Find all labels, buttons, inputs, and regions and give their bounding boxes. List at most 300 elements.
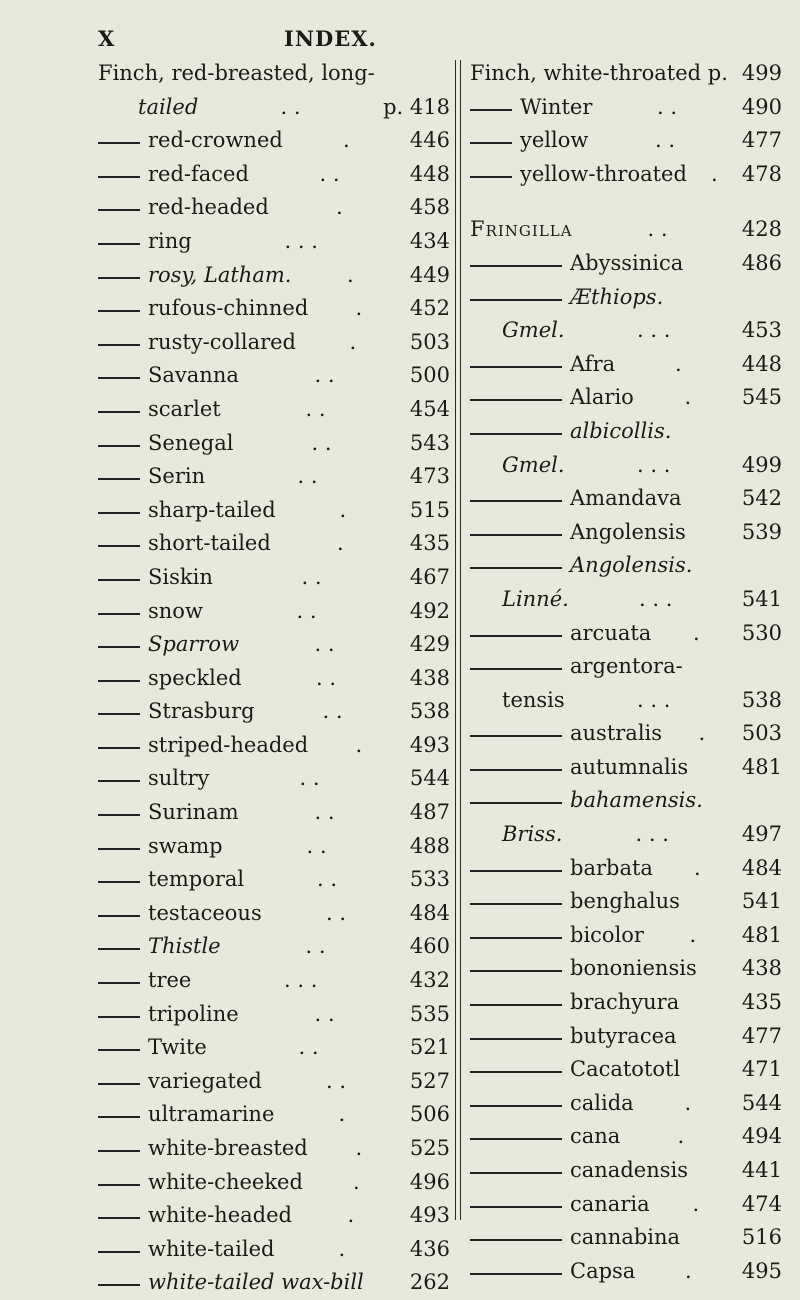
entry-term: brachyura	[570, 990, 680, 1015]
leader-dots: . .	[322, 699, 343, 724]
leader-dots: .	[353, 1169, 360, 1194]
index-entry	[470, 1087, 782, 1121]
entry-term: Twite	[148, 1035, 207, 1060]
entry-term: Strasburg	[148, 699, 255, 724]
ditto-dash	[470, 769, 562, 771]
ditto-dash	[470, 534, 562, 536]
page-number: 530	[741, 620, 782, 645]
ditto-dash	[98, 277, 140, 279]
entry-term: sultry	[148, 766, 210, 791]
index-entry	[98, 427, 450, 461]
ditto-dash	[470, 903, 562, 905]
ditto-dash	[470, 500, 562, 502]
entry-term: striped-headed	[148, 732, 309, 757]
page-number: 503	[741, 721, 782, 746]
page-number: 474	[741, 1191, 782, 1216]
entry-term: tripoline	[148, 1001, 239, 1026]
entry-term: red-crowned	[148, 128, 283, 153]
leader-dots: . . .	[284, 228, 318, 253]
ditto-dash	[98, 780, 140, 782]
entry-term: canadensis	[570, 1158, 688, 1182]
entry-term: testaceous	[148, 900, 262, 925]
ditto-dash	[98, 814, 140, 816]
ditto-dash	[470, 1273, 562, 1275]
entry-term: sharp-tailed	[148, 497, 276, 522]
ditto-dash	[470, 567, 562, 569]
page-number: 500	[409, 363, 450, 388]
entry-term: yellow-throated	[520, 161, 687, 186]
page-number: 541	[741, 586, 782, 611]
page-number: 428	[741, 217, 782, 242]
entry-term: Briss.	[502, 822, 563, 847]
page-number: 486	[741, 250, 782, 275]
leader-dots: . .	[280, 94, 301, 119]
page-title: INDEX.	[284, 26, 377, 51]
ditto-dash	[470, 1038, 562, 1040]
entry-term: arcuata	[570, 620, 652, 645]
page-number: 506	[409, 1102, 450, 1127]
page-number: 438	[741, 956, 782, 981]
index-entry	[98, 1199, 450, 1233]
entry-term: Angolensis	[570, 519, 686, 544]
entry-term: Surinam	[148, 800, 239, 825]
page-number: 545	[741, 385, 782, 410]
ditto-dash	[98, 613, 140, 615]
leader-dots: . .	[306, 833, 327, 858]
leader-dots: .	[338, 1102, 346, 1127]
page-number: 460	[409, 934, 450, 959]
entry-term: Afra	[570, 351, 616, 376]
page-number: 436	[409, 1236, 450, 1261]
leader-dots: . .	[314, 363, 335, 388]
page-number: 441	[741, 1158, 782, 1182]
ditto-dash	[98, 646, 140, 648]
leader-dots: . .	[655, 128, 676, 153]
entry-term: argentora-	[570, 654, 683, 679]
entry-term: bahamensis.	[570, 788, 703, 813]
index-entry	[98, 964, 450, 998]
ditto-dash	[98, 982, 140, 984]
ditto-dash	[98, 1016, 140, 1018]
leader-dots: . . .	[284, 968, 318, 993]
entry-term: tensis	[502, 687, 565, 712]
entry-term: australis	[570, 721, 663, 746]
ditto-dash	[470, 1172, 562, 1174]
index-entry	[470, 449, 782, 483]
index-entry	[98, 359, 450, 393]
leader-dots: .	[343, 128, 350, 153]
entry-term: tree	[148, 968, 192, 993]
ditto-dash	[470, 109, 512, 111]
index-entry	[98, 897, 450, 931]
entry-term: rufous-chinned	[148, 296, 309, 321]
index-entry	[98, 393, 450, 427]
ditto-dash	[470, 1138, 562, 1140]
ditto-dash	[98, 512, 140, 514]
leader-dots: . .	[317, 867, 338, 892]
page-number: 478	[741, 161, 782, 186]
leader-dots: . .	[305, 396, 326, 421]
index-entry	[470, 684, 782, 718]
entry-term: white-tailed wax-bill	[148, 1270, 364, 1295]
ditto-dash	[98, 747, 140, 749]
entry-term: barbata	[570, 855, 653, 880]
ditto-dash	[98, 948, 140, 950]
leader-dots: . .	[314, 632, 335, 657]
ditto-dash	[98, 478, 140, 480]
page-number: p. 418	[383, 94, 450, 119]
page-number: 453	[741, 318, 782, 343]
leader-dots: .	[355, 732, 363, 757]
leader-dots: .	[685, 1258, 692, 1283]
entry-term: short-tailed	[148, 531, 271, 556]
page-number: 481	[741, 754, 782, 779]
ditto-dash	[470, 265, 562, 267]
page-number: 503	[409, 329, 450, 354]
ditto-dash	[98, 176, 140, 178]
leader-dots: .	[337, 531, 344, 556]
leader-dots: . . .	[637, 452, 671, 477]
index-entry	[470, 415, 782, 449]
page-number: 539	[741, 519, 782, 544]
entry-term: cana	[570, 1124, 621, 1149]
index-entry	[98, 1031, 450, 1065]
page-number: 542	[741, 486, 782, 511]
entry-term: Gmel.	[502, 318, 565, 343]
page-number: 452	[409, 296, 450, 321]
leader-dots: .	[339, 497, 347, 522]
index-entry	[98, 595, 450, 629]
ditto-dash	[98, 579, 140, 581]
entry-term: ultramarine	[148, 1102, 275, 1127]
entry-term: butyracea	[570, 1023, 677, 1048]
page-number: 473	[409, 464, 450, 489]
page-number: 477	[741, 1023, 782, 1048]
index-entry	[98, 1266, 450, 1300]
entry-term: Serin	[148, 464, 206, 489]
entry-term: benghalus	[570, 889, 680, 914]
page-number: 432	[409, 968, 450, 993]
ditto-dash	[98, 209, 140, 211]
entry-term: Alario	[570, 385, 634, 410]
entry-term: red-headed	[148, 195, 269, 220]
ditto-dash	[98, 310, 140, 312]
entry-term: rosy, Latham.	[148, 262, 292, 287]
section-gap	[470, 191, 782, 213]
ditto-dash	[98, 344, 140, 346]
index-entry	[470, 124, 782, 158]
entry-term: scarlet	[148, 396, 221, 421]
page-number: 499	[741, 61, 782, 85]
leader-dots: . .	[314, 1001, 335, 1026]
ditto-dash	[470, 635, 562, 637]
index-entry	[98, 762, 450, 796]
ditto-dash	[98, 848, 140, 850]
ditto-dash	[470, 1206, 562, 1208]
index-entry	[470, 650, 782, 684]
page-number: 448	[741, 351, 782, 376]
page-header	[0, 26, 800, 56]
entry-term: calida	[570, 1090, 634, 1115]
leader-dots: . .	[316, 665, 337, 690]
entry-term: ring	[148, 228, 192, 253]
leader-dots: . .	[326, 900, 347, 925]
entry-term: yellow	[520, 128, 589, 153]
page-number: 458	[409, 195, 450, 220]
page-number: 262	[409, 1270, 450, 1295]
leader-dots: . .	[297, 464, 318, 489]
ditto-dash	[98, 142, 140, 144]
leader-dots: . .	[305, 934, 326, 959]
index-entry	[98, 1098, 450, 1132]
index-entry	[470, 247, 782, 281]
entry-term: temporal	[148, 867, 245, 892]
index-entry	[470, 1154, 782, 1188]
ditto-dash	[98, 1251, 140, 1253]
index-entry	[98, 1065, 450, 1099]
leader-dots: . .	[657, 94, 678, 119]
ditto-dash	[470, 870, 562, 872]
entry-term: Gmel.	[502, 452, 565, 477]
ditto-dash	[98, 680, 140, 682]
leader-dots: .	[698, 721, 706, 746]
index-entry	[98, 863, 450, 897]
index-entry	[98, 662, 450, 696]
page-number: 495	[741, 1258, 782, 1283]
leader-dots: . .	[319, 161, 340, 186]
index-entry	[470, 751, 782, 785]
ditto-dash	[98, 1083, 140, 1085]
page-number: 438	[409, 665, 450, 690]
index-entry	[470, 158, 782, 192]
index-entry	[98, 830, 450, 864]
leader-dots: .	[684, 1090, 692, 1115]
entry-term: Winter	[520, 94, 593, 119]
ditto-dash	[470, 399, 562, 401]
leader-dots: .	[338, 1236, 346, 1261]
ditto-dash	[98, 1284, 140, 1286]
entry-term: white-tailed	[148, 1236, 275, 1261]
entry-term: Senegal	[148, 430, 234, 455]
index-entry	[470, 516, 782, 550]
page-number: 481	[741, 922, 782, 947]
ditto-dash	[98, 1150, 140, 1152]
index-entry	[98, 1233, 450, 1267]
index-entry	[98, 628, 450, 662]
index-entry	[98, 561, 450, 595]
ditto-dash	[470, 1004, 562, 1006]
entry-term: white-headed	[148, 1203, 292, 1228]
ditto-dash	[470, 366, 562, 368]
ditto-dash	[98, 1049, 140, 1051]
entry-term: albicollis.	[570, 418, 672, 443]
ditto-dash	[98, 881, 140, 883]
page-number: 497	[741, 822, 782, 847]
index-entry	[98, 158, 450, 192]
ditto-dash	[98, 713, 140, 715]
index-entry	[470, 818, 782, 852]
page-number: 533	[409, 867, 450, 892]
leader-dots: .	[347, 262, 354, 287]
index-entry	[98, 729, 450, 763]
page-number: 484	[409, 900, 450, 925]
page-number: 435	[741, 990, 782, 1015]
index-entry	[470, 852, 782, 886]
entry-term: white-cheeked	[148, 1169, 303, 1194]
page-number: 490	[741, 94, 782, 119]
index-entry	[470, 1188, 782, 1222]
leader-dots: .	[349, 329, 357, 354]
ditto-dash	[98, 1184, 140, 1186]
index-entry	[470, 1221, 782, 1255]
ditto-dash	[470, 735, 562, 737]
ditto-dash	[470, 970, 562, 972]
entry-term: bononiensis	[570, 956, 697, 981]
leader-dots: .	[355, 1136, 363, 1160]
entry-term: cannabina	[570, 1225, 681, 1250]
page-number: 429	[409, 632, 450, 657]
entry-term: swamp	[148, 833, 223, 858]
index-entry	[470, 583, 782, 617]
page-number: 454	[409, 396, 450, 421]
leader-dots: . . .	[639, 586, 673, 611]
page-number: 541	[741, 889, 782, 914]
column-divider	[455, 60, 461, 1220]
entry-term: Abyssinica	[570, 250, 684, 275]
page-number: 499	[741, 452, 782, 477]
entry-term: Sparrow	[148, 632, 240, 657]
index-entry	[98, 494, 450, 528]
ditto-dash	[98, 445, 140, 447]
index-entry	[470, 784, 782, 818]
index-entry	[470, 986, 782, 1020]
leader-dots: .	[692, 1191, 700, 1216]
index-entry	[470, 482, 782, 516]
signature-mark: X	[98, 26, 115, 51]
index-entry	[470, 885, 782, 919]
entry-term: rusty-collared	[148, 329, 297, 354]
leader-dots: .	[689, 922, 697, 947]
entry-term: tailed	[138, 94, 199, 119]
entry-term: Thistle	[148, 934, 221, 959]
ditto-dash	[98, 243, 140, 245]
index-entry	[98, 259, 450, 293]
index-entry	[470, 1020, 782, 1054]
ditto-dash	[470, 1239, 562, 1241]
index-entry	[470, 314, 782, 348]
ditto-dash	[470, 176, 512, 178]
index-entry	[470, 919, 782, 953]
index-entry	[98, 225, 450, 259]
ditto-dash	[98, 1116, 140, 1118]
index-entry	[98, 326, 450, 360]
index-entry	[98, 796, 450, 830]
leader-dots: .	[347, 1203, 355, 1228]
index-entry	[470, 281, 782, 315]
entry-term: autumnalis	[570, 754, 689, 779]
entry-term: variegated	[148, 1068, 262, 1093]
leader-dots: .	[694, 855, 701, 880]
index-entry	[470, 1053, 782, 1087]
page-number: 535	[409, 1001, 450, 1026]
ditto-dash	[470, 299, 562, 301]
entry-term: Fringilla	[470, 217, 573, 242]
index-entry	[470, 91, 782, 125]
ditto-dash	[98, 1217, 140, 1219]
page-number: 493	[409, 732, 450, 757]
page-number: 494	[741, 1124, 782, 1149]
entry-term: white-breasted	[148, 1136, 308, 1160]
entry-term: Finch, white-throated p.	[470, 61, 728, 85]
page-number: 484	[741, 855, 782, 880]
entry-term: Capsa	[570, 1258, 636, 1283]
entry-term: Savanna	[148, 363, 239, 388]
index-entry	[470, 549, 782, 583]
leader-dots: . .	[296, 598, 317, 623]
index-entry	[98, 292, 450, 326]
page-number: 434	[409, 228, 450, 253]
page-number: 538	[741, 687, 782, 712]
left-index-column	[98, 57, 450, 1300]
page-number: 492	[409, 598, 450, 623]
page-number: 446	[409, 128, 450, 153]
leader-dots: . .	[299, 766, 320, 791]
leader-dots: . . .	[635, 822, 669, 847]
leader-dots: . .	[314, 800, 335, 825]
index-entry	[98, 930, 450, 964]
page-number: 516	[741, 1225, 782, 1250]
page-number: 515	[409, 497, 450, 522]
page-number: 477	[741, 128, 782, 153]
page-number: 538	[409, 699, 450, 724]
ditto-dash	[470, 937, 562, 939]
index-entry	[470, 348, 782, 382]
index-entry	[470, 952, 782, 986]
page-number: 448	[409, 161, 450, 186]
page-number: 488	[409, 833, 450, 858]
index-entry	[470, 1255, 782, 1289]
leader-dots: .	[336, 195, 343, 220]
page-number: 544	[409, 766, 450, 791]
index-entry	[98, 1132, 450, 1166]
entry-term: Æthiops.	[570, 284, 664, 309]
leader-dots: .	[711, 161, 718, 186]
page-number: 525	[409, 1136, 450, 1160]
entry-term: red-faced	[148, 161, 249, 186]
entry-term: Amandava	[570, 486, 682, 511]
page-number: 544	[741, 1090, 782, 1115]
index-entry	[98, 191, 450, 225]
leader-dots: . . .	[637, 687, 671, 712]
leader-dots: . .	[301, 564, 322, 589]
leader-dots: . .	[311, 430, 332, 455]
page-number: 493	[409, 1203, 450, 1228]
index-entry	[98, 91, 450, 125]
page-number: 527	[409, 1068, 450, 1093]
leader-dots: .	[675, 351, 682, 376]
entry-term: Siskin	[148, 564, 213, 589]
page-number: 471	[741, 1057, 782, 1082]
page-number: 487	[409, 800, 450, 825]
entry-term: Cacatototl	[570, 1057, 681, 1082]
index-entry	[98, 460, 450, 494]
leader-dots: . .	[326, 1068, 347, 1093]
leader-dots: .	[677, 1124, 685, 1149]
ditto-dash	[470, 802, 562, 804]
ditto-dash	[470, 1105, 562, 1107]
index-entry	[470, 381, 782, 415]
entry-term: speckled	[148, 665, 242, 690]
